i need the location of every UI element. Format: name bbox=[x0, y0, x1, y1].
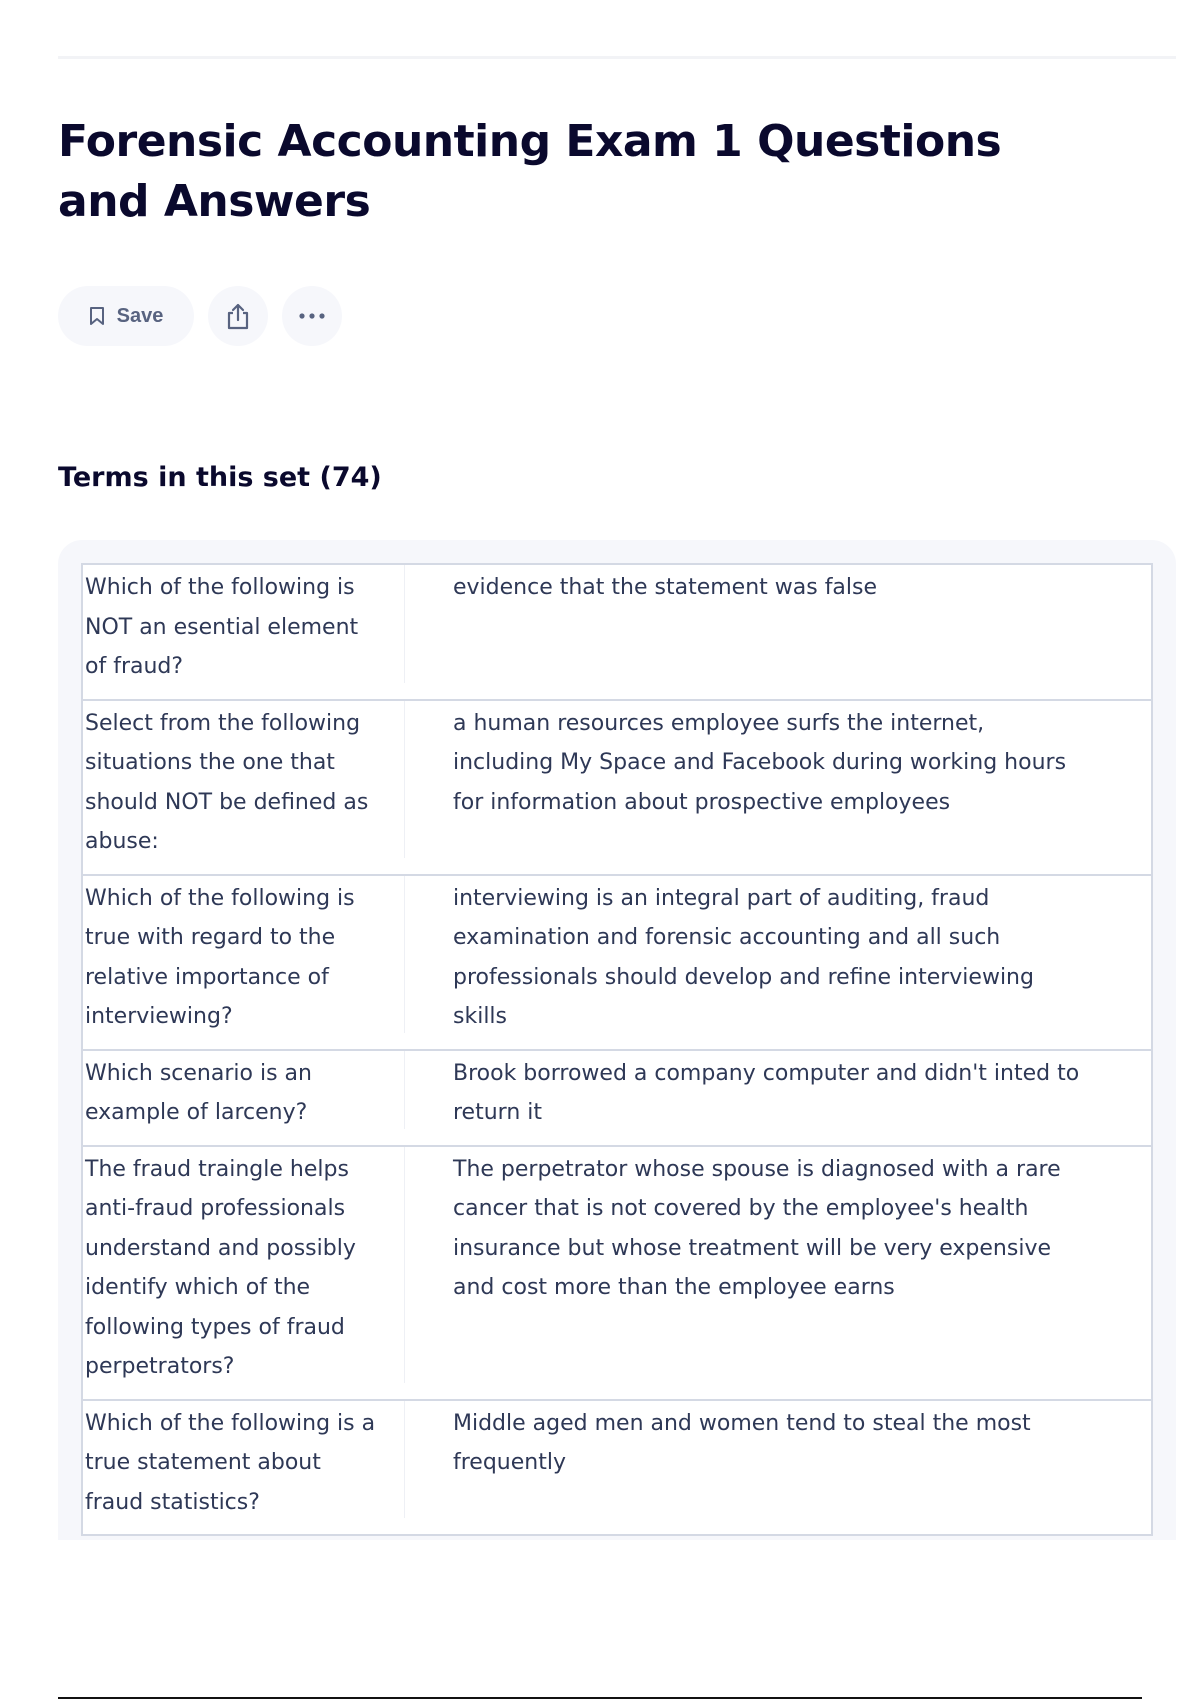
table-row bbox=[82, 1050, 1152, 1146]
term-cell: Which of the following is a true statement about fraud statistics? bbox=[82, 1400, 405, 1536]
table-row bbox=[82, 1146, 1152, 1400]
term-cell: Which of the following is true with regard to the relative importance of interviewing? bbox=[82, 875, 405, 1050]
top-divider bbox=[58, 56, 1176, 59]
term-cell: Select from the following situations the one that should NOT be defined as abuse: bbox=[82, 700, 405, 875]
share-button[interactable] bbox=[208, 286, 268, 346]
definition-cell: Middle aged men and women tend to steal the most frequently bbox=[405, 1400, 1152, 1536]
table-row bbox=[82, 1400, 1152, 1536]
definition-cell: The perpetrator whose spouse is diagnosed with a rare cancer that is not covered by the employee's health insurance but whose treatment will be very expensive and cost more than the employee earns bbox=[405, 1146, 1152, 1400]
bookmark-icon bbox=[89, 306, 105, 326]
definition-cell: a human resources employee surfs the internet, including My Space and Facebook during working hours for information about prospective employees bbox=[405, 700, 1152, 875]
table-row bbox=[82, 875, 1152, 1050]
save-button[interactable] bbox=[58, 286, 194, 346]
save-label: Save bbox=[116, 304, 164, 327]
term-cell: Which of the following is NOT an esential element of fraud? bbox=[82, 564, 405, 700]
table-row bbox=[82, 564, 1152, 700]
terms-heading: Terms in this set (74) bbox=[58, 462, 382, 493]
definition-cell: evidence that the statement was false bbox=[405, 564, 1152, 700]
share-icon bbox=[225, 302, 251, 330]
page-title: Forensic Accounting Exam 1 Questions and Answers bbox=[58, 116, 1002, 227]
term-cell: Which scenario is an example of larceny? bbox=[82, 1050, 405, 1146]
table-row bbox=[82, 700, 1152, 875]
more-horizontal-icon bbox=[298, 312, 326, 320]
action-bar bbox=[58, 286, 342, 346]
term-cell: The fraud traingle helps anti-fraud professionals understand and possibly identify which of the following types of fraud perpetrators? bbox=[82, 1146, 405, 1400]
terms-table bbox=[81, 563, 1153, 1536]
definition-cell: interviewing is an integral part of auditing, fraud examination and forensic accounting and all such professionals should develop and refine interviewing skills bbox=[405, 875, 1152, 1050]
definition-cell: Brook borrowed a company computer and didn't inted to return it bbox=[405, 1050, 1152, 1146]
bottom-divider bbox=[58, 1697, 1142, 1699]
more-options-button[interactable] bbox=[282, 286, 342, 346]
